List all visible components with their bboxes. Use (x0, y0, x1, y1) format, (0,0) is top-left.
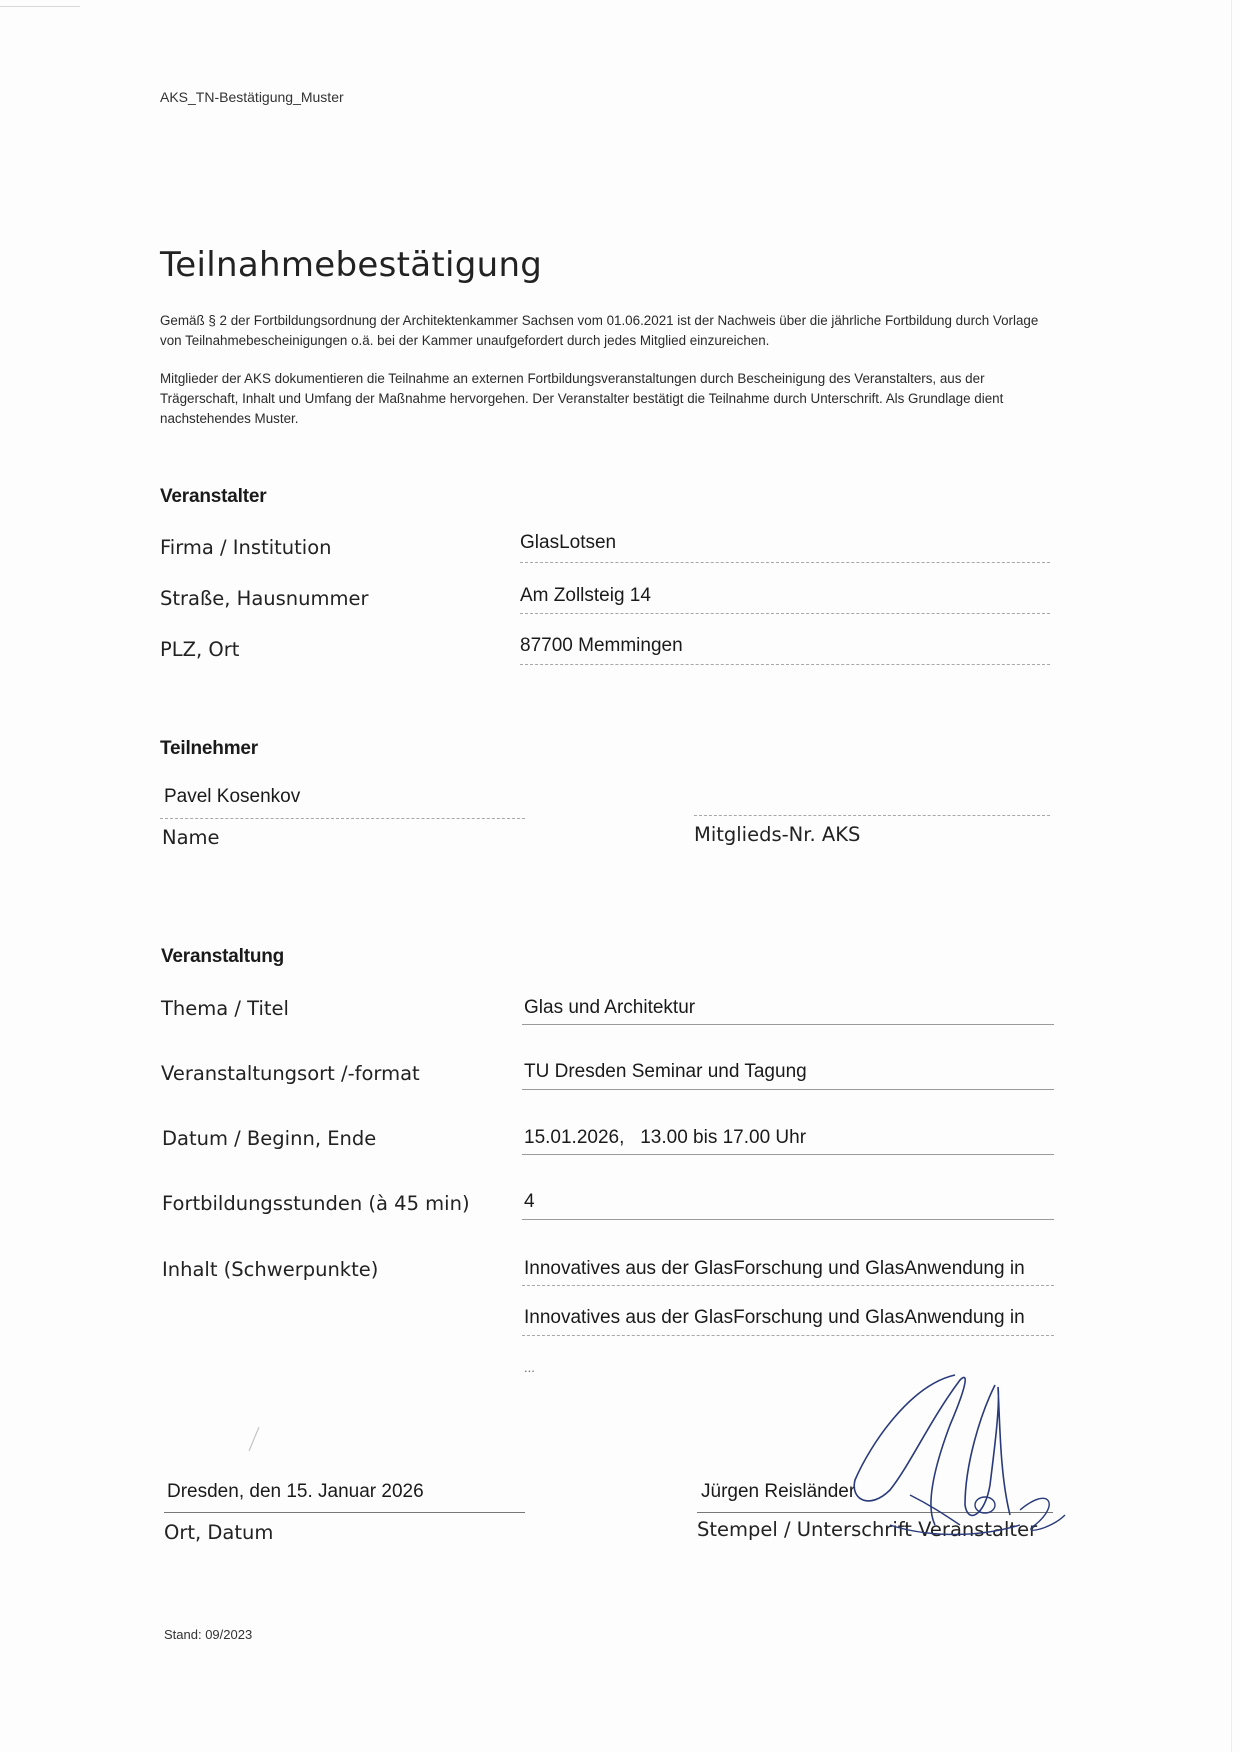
venue-line (522, 1089, 1054, 1090)
content-label: Inhalt (Schwerpunkte) (162, 1258, 379, 1281)
venue-label: Veranstaltungsort /-format (161, 1062, 420, 1085)
scan-edge-right (1231, 0, 1232, 1752)
page-title: Teilnahmebestätigung (160, 245, 543, 285)
signature-label: Stempel / Unterschrift Veranstalter (697, 1518, 1038, 1541)
city-label: PLZ, Ort (160, 638, 240, 661)
content-value-2: Innovatives aus der GlasForschung und GlasAnwendung in (524, 1307, 1025, 1328)
date-line (522, 1154, 1054, 1155)
company-value: GlasLotsen (520, 532, 617, 553)
topic-value: Glas und Architektur (524, 997, 696, 1018)
street-line (520, 613, 1050, 614)
intro-paragraph-1: Gemäß § 2 der Fortbildungsordnung der Architektenkammer Sachsen vom 01.06.2021 ist der Nachweis über die jährliche Fortbildung durch Vorlage von Teilnahmebescheinigungen o.ä. bei der Kammer unaufgefordert durch jedes Mitglied einzureichen. (160, 313, 1039, 348)
participant-name-line (160, 818, 525, 819)
street-label: Straße, Hausnummer (160, 587, 369, 610)
intro-paragraph-2: Mitglieder der AKS dokumentieren die Teilnahme an externen Fortbildungsveranstaltungen durch Bescheinigung des Veranstalters, aus der Trägerschaft, Inhalt und Umfang der Maßnahme hervorgehen. Der Veranstalter bestätigt die Teilnahme durch Unterschrift. Als Grundlage dient nachstehendes Muster. (160, 371, 1004, 426)
place-date-value: Dresden, den 15. Januar 2026 (167, 1481, 424, 1502)
scan-edge-top (0, 6, 80, 7)
section-heading-organizer: Veranstalter (160, 486, 267, 507)
content-more: ... (524, 1360, 535, 1375)
participant-name-value: Pavel Kosenkov (164, 786, 301, 807)
hours-label: Fortbildungsstunden (à 45 min) (162, 1192, 470, 1215)
company-label: Firma / Institution (160, 536, 332, 559)
footer-version: Stand: 09/2023 (164, 1627, 253, 1642)
content-value-1: Innovatives aus der GlasForschung und GlasAnwendung in (524, 1258, 1025, 1279)
handwritten-signature (850, 1365, 1070, 1545)
section-heading-participant: Teilnehmer (160, 738, 258, 759)
content-line-2 (522, 1335, 1054, 1336)
company-line (520, 562, 1050, 563)
signer-name: Jürgen Reisländer (701, 1481, 856, 1502)
member-number-line (694, 815, 1050, 816)
place-date-line (164, 1512, 525, 1513)
date-label: Datum / Beginn, Ende (162, 1127, 377, 1150)
date-value: 15.01.2026, 13.00 bis 17.00 Uhr (524, 1127, 807, 1148)
hours-value: 4 (524, 1191, 535, 1212)
topic-label: Thema / Titel (161, 997, 289, 1020)
city-value: 87700 Memmingen (520, 635, 683, 656)
section-heading-event: Veranstaltung (161, 946, 285, 967)
topic-line (522, 1024, 1054, 1025)
document-id: AKS_TN-Bestätigung_Muster (160, 89, 344, 105)
content-line-1 (522, 1285, 1054, 1286)
participant-name-label: Name (162, 826, 220, 849)
place-date-label: Ort, Datum (164, 1521, 274, 1544)
city-line (520, 664, 1050, 665)
hours-line (522, 1219, 1054, 1220)
venue-value: TU Dresden Seminar und Tagung (524, 1061, 807, 1082)
scan-mark (245, 1425, 265, 1455)
street-value: Am Zollsteig 14 (520, 585, 651, 606)
member-number-label: Mitglieds-Nr. AKS (694, 823, 861, 846)
